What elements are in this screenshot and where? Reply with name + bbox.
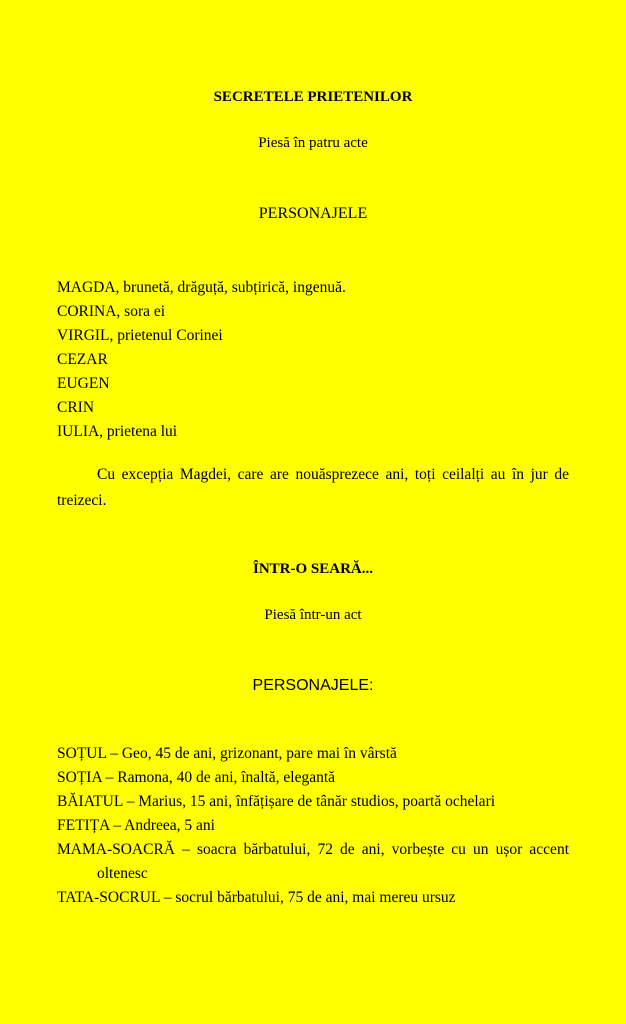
play2-title: ÎNTR-O SEARĂ... xyxy=(252,561,373,577)
character-entry: MAGDA, brunetă, drăguță, subțirică, ingenuă. xyxy=(57,279,346,296)
play2-character-list xyxy=(57,742,569,910)
play1-note: Cu excepția Magdei, care are nouăsprezece ani, toți ceilalți au în jur de treizeci. xyxy=(57,466,569,509)
play1-character-list xyxy=(57,276,569,444)
character-entry: CEZAR xyxy=(57,351,108,368)
character-entry: CORINA, sora ei xyxy=(57,303,166,320)
character-entry: TATA-SOCRUL – socrul bărbatului, 75 de ani, mai mereu ursuz xyxy=(57,889,456,906)
character-entry: BĂIATUL – Marius, 15 ani, înfățișare de tânăr studios, poartă ochelari xyxy=(57,793,496,810)
play1-title: SECRETELE PRIETENILOR xyxy=(213,89,413,105)
character-entry: MAMA-SOACRĂ – soacra bărbatului, 72 de ani, vorbește cu un ușor accent oltenesc xyxy=(57,841,569,882)
play2-characters-heading: PERSONAJELE: xyxy=(252,677,374,694)
character-entry: EUGEN xyxy=(57,375,110,392)
play1-characters-heading: PERSONAJELE xyxy=(258,205,368,222)
play2-subtitle: Piesă într-un act xyxy=(264,607,362,623)
character-entry: SOȚUL – Geo, 45 de ani, grizonant, pare mai în vârstă xyxy=(57,745,397,762)
character-entry: CRIN xyxy=(57,399,95,416)
play1-subtitle: Piesă în patru acte xyxy=(258,135,368,151)
character-entry: VIRGIL, prietenul Corinei xyxy=(57,327,223,344)
character-entry: SOȚIA – Ramona, 40 de ani, înaltă, elegantă xyxy=(57,769,336,786)
character-entry: IULIA, prietena lui xyxy=(57,423,178,440)
character-entry: FETIȚA – Andreea, 5 ani xyxy=(57,817,215,834)
